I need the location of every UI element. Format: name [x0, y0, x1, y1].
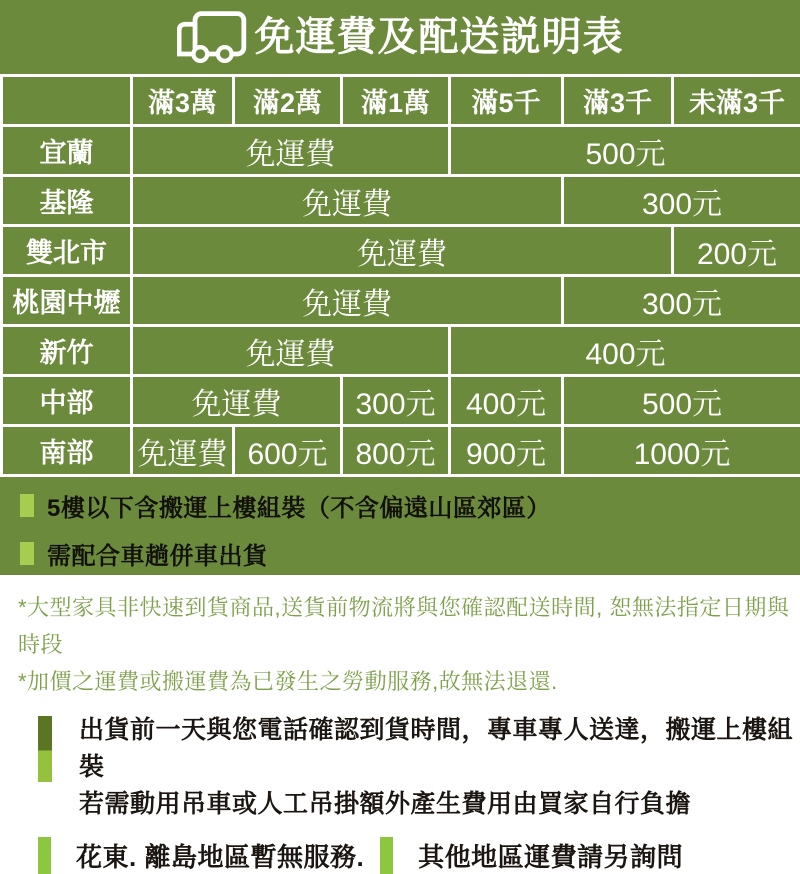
fee-cell: 免運費: [132, 176, 563, 226]
col-header-over-10k: 滿1萬: [342, 76, 450, 126]
bar-bullet-icon: [380, 837, 393, 874]
delivery-note-line: 若需動用吊車或人工吊掛額外產生費用由買家自行負擔: [79, 786, 800, 823]
fine-print-line: *加價之運費或搬運費為已發生之勞動服務,故無法退還.: [18, 663, 800, 700]
bar-bullet-icon: [38, 716, 52, 782]
fee-cell: 900元: [450, 426, 563, 476]
col-header-over-30k: 滿3萬: [132, 76, 234, 126]
col-header-over-3k: 滿3千: [563, 76, 673, 126]
table-corner-cell: [2, 76, 132, 126]
fee-cell: 免運費: [132, 426, 234, 476]
list-item: [20, 536, 800, 571]
fee-cell: 500元: [450, 126, 800, 176]
list-item: [380, 837, 683, 874]
footnote-text: 5樓以下含搬運上樓組裝（不含偏遠山區郊區）: [47, 488, 551, 523]
table-row-taoyuan-zhongli: [2, 276, 800, 326]
delivery-note-line: 出貨前一天與您電話確認到貨時間，專車專人送達，搬運上樓組裝: [79, 712, 800, 786]
fee-cell: 免運費: [132, 326, 450, 376]
bottom-notes: [38, 837, 800, 874]
footnote-text: 需配合車趟併車出貨: [47, 536, 268, 571]
table-row-yilan: [2, 126, 800, 176]
fee-cell: 500元: [563, 376, 800, 426]
table-row-hsinchu: [2, 326, 800, 376]
square-bullet-icon: [20, 494, 34, 517]
delivery-truck-icon: [177, 11, 247, 63]
fee-cell: 免運費: [132, 126, 450, 176]
fee-cell: 400元: [450, 376, 563, 426]
row-label: 宜蘭: [2, 126, 132, 176]
table-header-row: [2, 76, 800, 126]
fee-cell: 免運費: [132, 226, 673, 276]
fee-cell: 600元: [234, 426, 342, 476]
fee-cell: 400元: [450, 326, 800, 376]
other-area-note: 其他地區運費請另詢問: [418, 837, 683, 874]
fee-cell: 300元: [563, 276, 800, 326]
fine-print-line: *大型家具非快速到貨商品,送貨前物流將與您確認配送時間, 恕無法指定日期與時段: [18, 589, 800, 663]
terms-section: [0, 589, 800, 874]
fee-cell: 300元: [563, 176, 800, 226]
table-footnotes: [0, 477, 800, 571]
delivery-note: [38, 712, 800, 823]
col-header-over-5k: 滿5千: [450, 76, 563, 126]
fee-cell: 200元: [673, 226, 800, 276]
table-row-keelung: [2, 176, 800, 226]
fee-cell: 1000元: [563, 426, 800, 476]
page-title-text: 免運費及配送説明表: [255, 0, 624, 74]
table-row-taipei-newtaipei: [2, 226, 800, 276]
page-title: [0, 0, 800, 74]
row-label: 雙北市: [2, 226, 132, 276]
fee-cell: 800元: [342, 426, 450, 476]
delivery-note-text: [79, 712, 800, 823]
fee-cell: 300元: [342, 376, 450, 426]
row-label: 基隆: [2, 176, 132, 226]
shipping-fee-table: [0, 74, 800, 477]
list-item: [38, 837, 364, 874]
row-label: 南部: [2, 426, 132, 476]
square-bullet-icon: [20, 542, 34, 565]
no-service-note: 花東. 離島地區暫無服務.: [76, 837, 364, 874]
bar-bullet-icon: [38, 837, 51, 874]
row-label: 新竹: [2, 326, 132, 376]
col-header-under-3k: 未滿3千: [673, 76, 800, 126]
col-header-over-20k: 滿2萬: [234, 76, 342, 126]
row-label: 桃園中壢: [2, 276, 132, 326]
list-item: [20, 488, 800, 523]
table-row-south: [2, 426, 800, 476]
fine-print: [18, 589, 800, 700]
table-row-central: [2, 376, 800, 426]
fee-cell: 免運費: [132, 376, 342, 426]
row-label: 中部: [2, 376, 132, 426]
fee-cell: 免運費: [132, 276, 563, 326]
